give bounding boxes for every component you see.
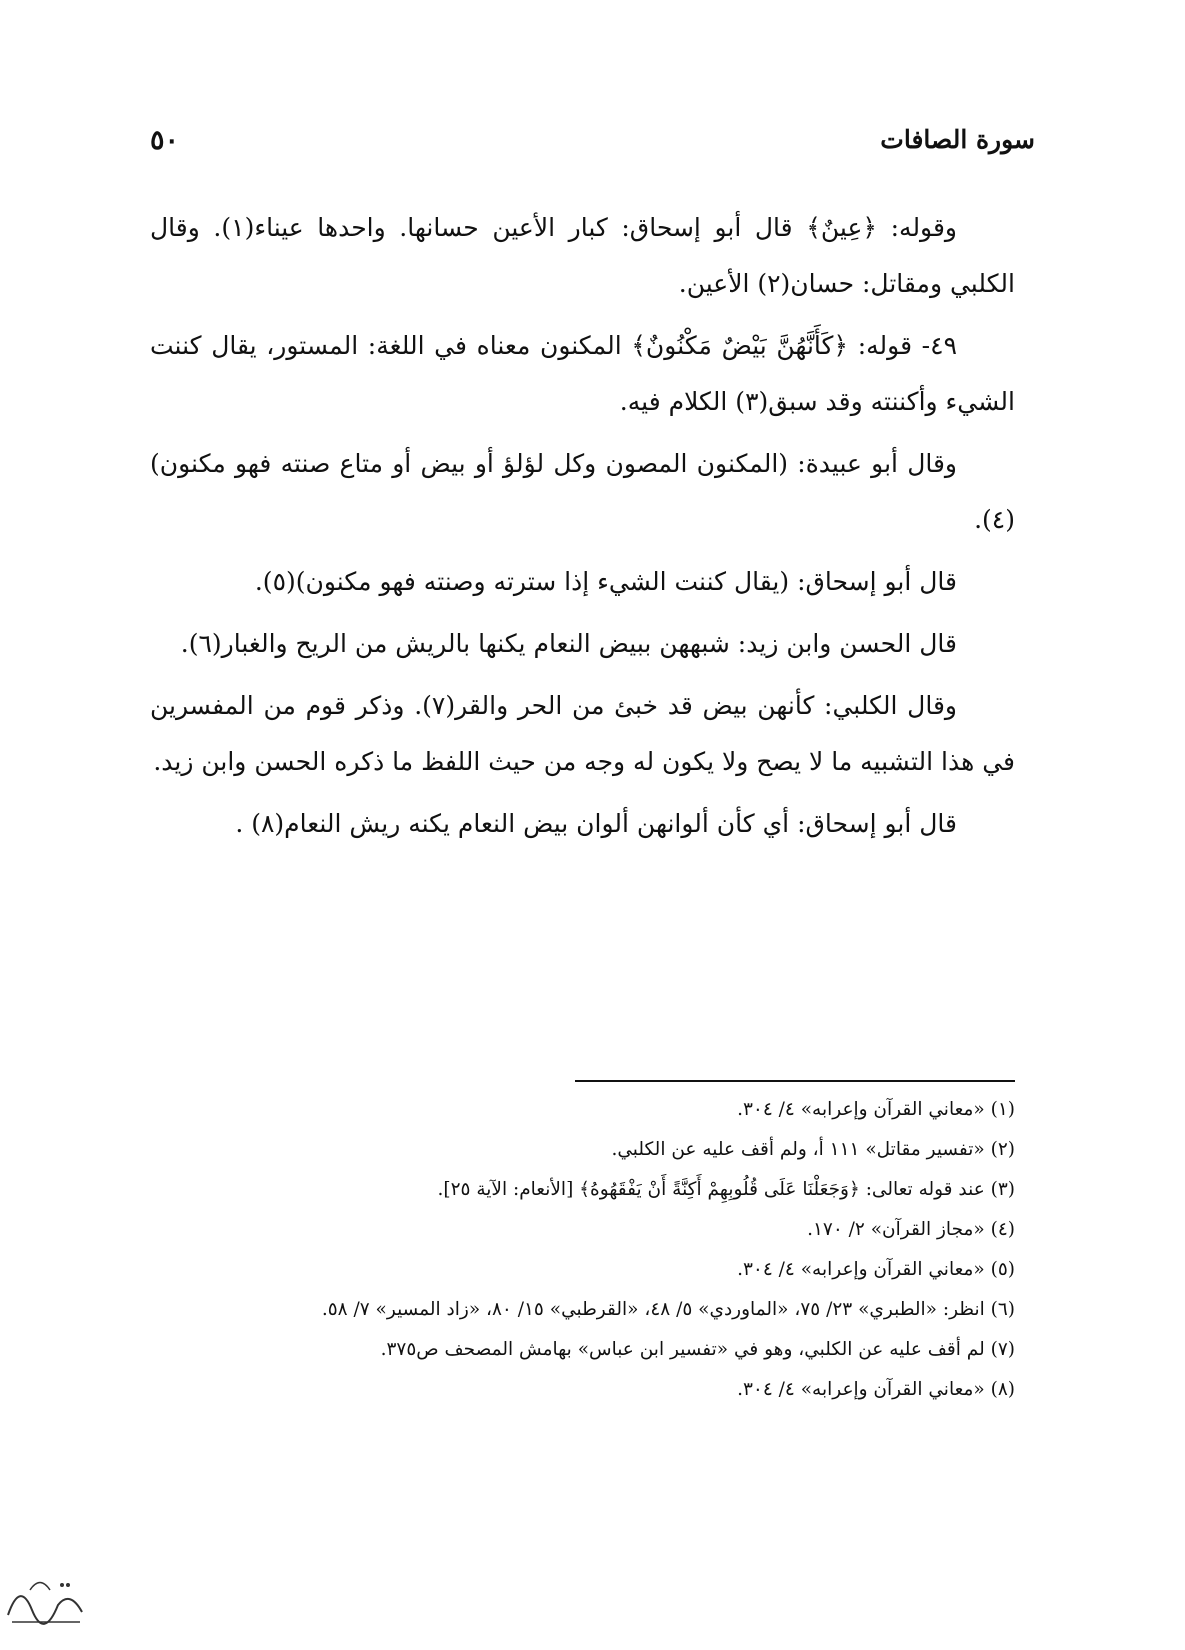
surah-title: سورة الصافات <box>880 125 1035 154</box>
footnote: (٧) لم أقف عليه عن الكلبي، وهو في «تفسير ابن عباس» بهامش المصحف ص٣٧٥. <box>380 1339 1015 1360</box>
paragraph: وقوله: ﴿عِينٌ﴾ قال أبو إسحاق: كبار الأعين حسانها. واحدها عيناء(١). وقال الكلبي ومقاتل: حسان(٢) الأعين. <box>150 213 1015 298</box>
footnote: (١) «معاني القرآن وإعرابه» ٤/ ٣٠٤. <box>737 1099 1015 1120</box>
paragraph: وقال أبو عبيدة: (المكنون المصون وكل لؤلؤ أو بيض أو متاع صنته فهو مكنون)(٤). <box>150 449 1015 534</box>
page-number: ٥٠ <box>150 125 180 156</box>
footnote: (٥) «معاني القرآن وإعرابه» ٤/ ٣٠٤. <box>737 1259 1015 1280</box>
footnote: (٣) عند قوله تعالى: ﴿وَجَعَلْنَا عَلَى قُلُوبِهِمْ أَكِنَّةً أَنْ يَفْقَهُوهُ﴾ [الأنعام: الآية ٢٥]. <box>437 1179 1015 1200</box>
paragraph: قال أبو إسحاق: أي كأن ألوانهن ألوان بيض النعام يكنه ريش النعام(٨) . <box>235 809 957 838</box>
paragraph: قال أبو إسحاق: (يقال كننت الشيء إذا سترته وصنته فهو مكنون)(٥). <box>254 567 957 596</box>
footnote: (٦) انظر: «الطبري» ٢٣/ ٧٥، «الماوردي» ٥/ ٤٨، «القرطبي» ١٥/ ٨٠، «زاد المسير» ٧/ ٥٨. <box>321 1299 1015 1320</box>
footnotes <box>150 1090 1015 1410</box>
watermark-logo <box>0 1560 90 1640</box>
footnote: (٤) «مجاز القرآن» ٢/ ١٧٠. <box>807 1219 1015 1240</box>
main-text <box>150 200 1015 858</box>
paragraph: وقال الكلبي: كأنهن بيض قد خبئ من الحر والقر(٧). وذكر قوم من المفسرين في هذا التشبيه ما لا يصح ولا يكون له وجه من حيث اللفظ ما ذكره الحسن وابن زيد. <box>150 691 1015 776</box>
footnote: (٢) «تفسير مقاتل» ١١١ أ، ولم أقف عليه عن الكلبي. <box>611 1139 1015 1160</box>
paragraph: قال الحسن وابن زيد: شبههن ببيض النعام يكنها بالريش من الريح والغبار(٦). <box>180 629 957 658</box>
footnote: (٨) «معاني القرآن وإعرابه» ٤/ ٣٠٤. <box>737 1379 1015 1400</box>
footnote-divider <box>575 1080 1015 1082</box>
page-header <box>150 125 1035 165</box>
paragraph: ٤٩- قوله: ﴿كَأَنَّهُنَّ بَيْضٌ مَكْنُونٌ﴾ المكنون معناه في اللغة: المستور، يقال كننت الشيء وأكننته وقد سبق(٣) الكلام فيه. <box>150 331 1015 416</box>
